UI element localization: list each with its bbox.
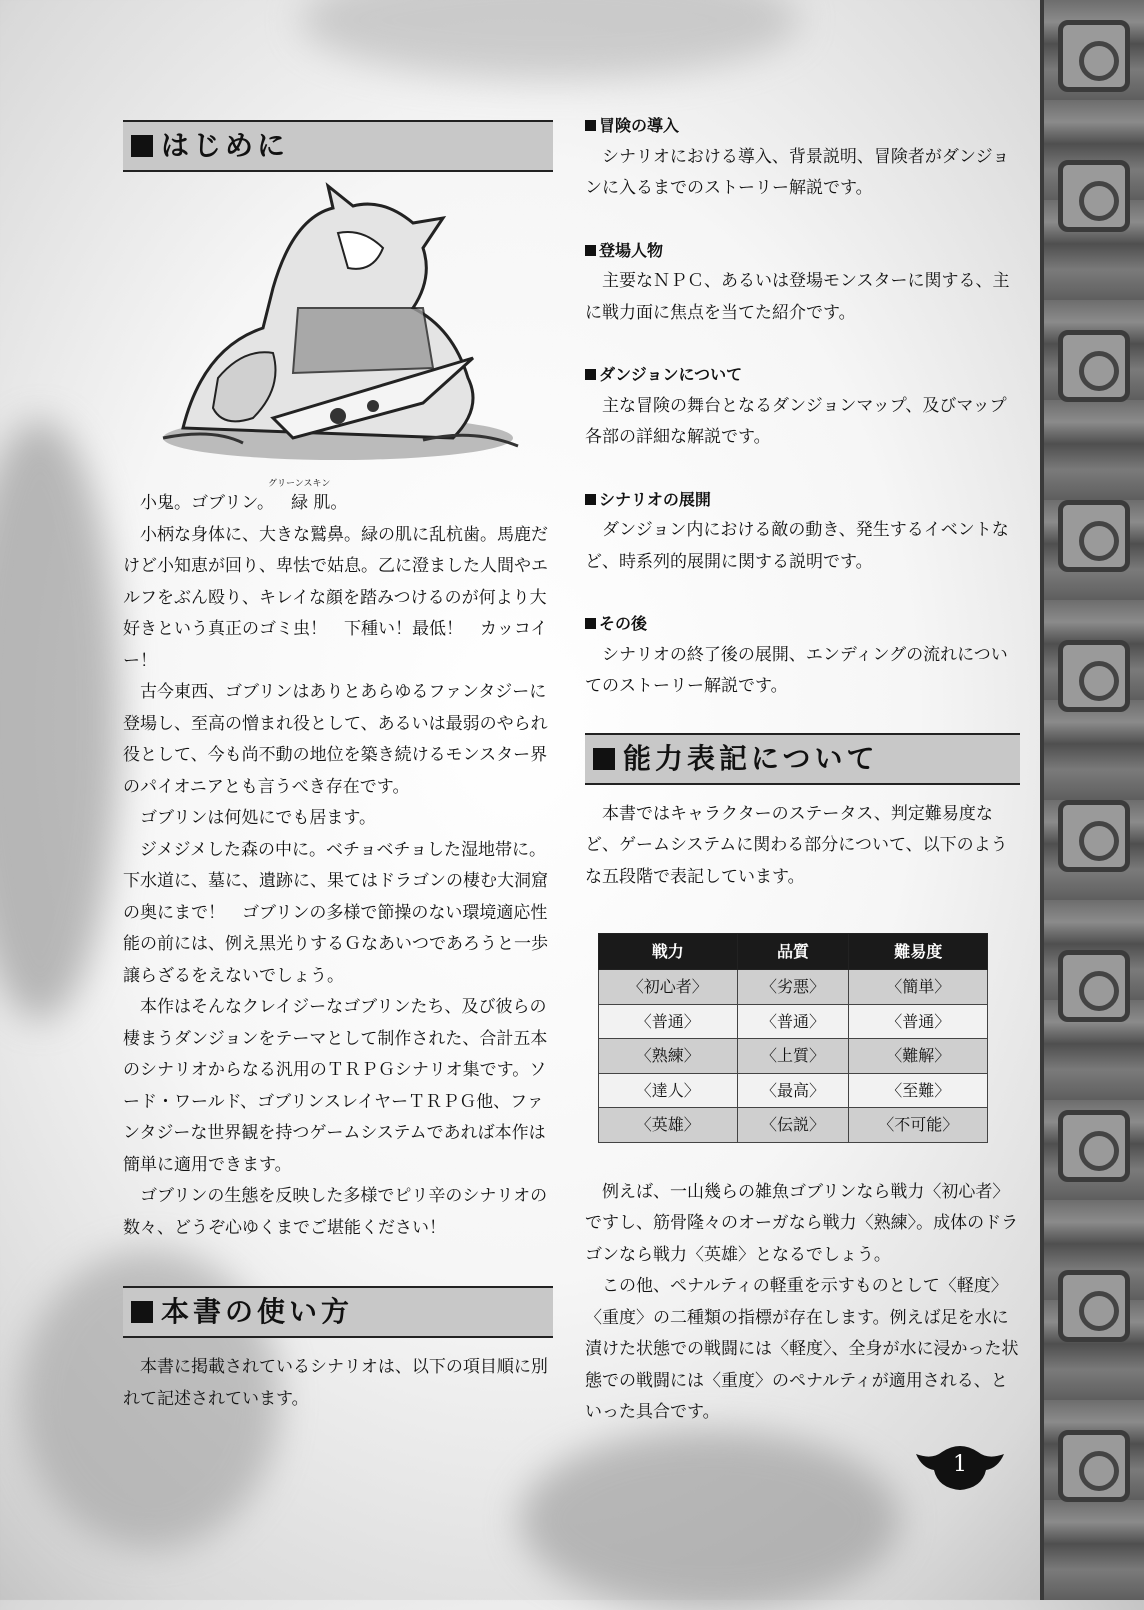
ability-paragraph: 例えば、一山幾らの雑魚ゴブリンなら戦力〈初心者〉ですし、筋骨隆々のオーガなら戦力〈熟練〉。成体のドラゴンなら戦力〈英雄〉となるでしょう。 [585, 1181, 1019, 1265]
table-cell: 〈初心者〉 [599, 970, 738, 1005]
ability-paragraph: この他、ペナルティの軽重を示すものとして〈軽度〉〈重度〉の二種類の指標が存在します。例えば足を水に漬けた状態での戦闘には〈軽度〉、全身が水に浸かった状態での戦闘には〈重度〉のペナルティが適用される、といった具合です。 [585, 1276, 1019, 1422]
square-bullet-icon [585, 120, 596, 131]
intro-lead: 小鬼。ゴブリン。 緑 肌 グリーンスキン 。 [140, 479, 348, 513]
item-title: 登場人物 [585, 235, 1020, 267]
right-column [585, 110, 1020, 1429]
table-cell: 〈伝説〉 [737, 1108, 849, 1143]
list-item [585, 235, 1020, 330]
left-column [123, 120, 553, 1415]
item-body: シナリオの終了後の展開、エンディングの流れについてのストーリー解説です。 [585, 644, 1008, 696]
goblin-illustration [123, 178, 553, 468]
square-bullet-icon [131, 1301, 153, 1323]
ability-heading: 能力表記について [585, 733, 1020, 785]
table-cell: 〈難解〉 [849, 1039, 988, 1074]
square-bullet-icon [585, 494, 596, 505]
item-title: その後 [585, 608, 1020, 640]
list-item [585, 359, 1020, 454]
ability-intro: 本書ではキャラクターのステータス、判定難易度など、ゲームシステムに関わる部分について、以下のような五段階で表記しています。 [585, 803, 1008, 887]
intro-paragraph: ジメジメした森の中に。ベチョベチョした湿地帯に。下水道に、墓に、遺跡に、果てはドラゴンの棲む大洞窟の奥にまで！ ゴブリンの多様で節操のない環境適応性能の前には、例え黒光りするＧなあいつであろうと一歩譲らざるをえないでしょう。 [123, 839, 548, 986]
table-cell: 〈英雄〉 [599, 1108, 738, 1143]
item-title: ダンジョンについて [585, 359, 1020, 391]
table-cell: 〈簡単〉 [849, 970, 988, 1005]
table-cell: 〈最高〉 [737, 1073, 849, 1108]
item-title: シナリオの展開 [585, 484, 1020, 516]
table-cell: 〈上質〉 [737, 1039, 849, 1074]
item-body: 主要なＮＰＣ、あるいは登場モンスターに関する、主に戦力面に焦点を当てた紹介です。 [585, 271, 1010, 323]
item-body: 主な冒険の舞台となるダンジョンマップ、及びマップ各部の詳細な解説です。 [585, 395, 1007, 447]
item-body: シナリオにおける導入、背景説明、冒険者がダンジョンに入るまでのストーリー解説です。 [585, 146, 1010, 198]
page-number: 1 [953, 1452, 967, 1477]
howto-paragraph: 本書に掲載されているシナリオは、以下の項目順に別れて記述されています。 [123, 1357, 548, 1409]
table-cell: 〈至難〉 [849, 1073, 988, 1108]
list-item [585, 110, 1020, 205]
intro-heading: はじめに [123, 120, 553, 172]
table-cell: 〈熟練〉 [599, 1039, 738, 1074]
table-cell: 〈普通〉 [599, 1004, 738, 1039]
howto-heading: 本書の使い方 [123, 1286, 553, 1338]
table-row [599, 1039, 988, 1074]
square-bullet-icon [131, 135, 153, 157]
table-row [599, 970, 988, 1005]
table-cell: 〈普通〉 [737, 1004, 849, 1039]
item-title: 冒険の導入 [585, 110, 1020, 142]
table-row [599, 1073, 988, 1108]
stone-pillar-border [1040, 0, 1144, 1600]
intro-paragraph: 本作はそんなクレイジーなゴブリンたち、及び彼らの棲まうダンジョンをテーマとして制作された、合計五本のシナリオからなる汎用のＴＲＰＧシナリオ集です。ソード・ワールド、ゴブリンスレイヤーＴＲＰＧ他、ファンタジーな世界観を持つゲームシステムであれば本作は簡単に適用できます。 [123, 997, 548, 1175]
intro-paragraph: ゴブリンの生態を反映した多様でピリ辛のシナリオの数々、どうぞ心ゆくまでご堪能ください！ [123, 1186, 548, 1238]
square-bullet-icon [585, 245, 596, 256]
item-body: ダンジョン内における敵の動き、発生するイベントなど、時系列的展開に関する説明です。 [585, 520, 1009, 572]
ability-table [598, 933, 988, 1143]
table-cell: 〈不可能〉 [849, 1108, 988, 1143]
table-header-cell: 難易度 [849, 934, 988, 970]
table-cell: 〈普通〉 [849, 1004, 988, 1039]
intro-paragraph: ゴブリンは何処にでも居ます。 [140, 808, 376, 828]
table-cell: 〈劣悪〉 [737, 970, 849, 1005]
table-row [599, 1004, 988, 1039]
table-header-cell: 戦力 [599, 934, 738, 970]
intro-paragraph: 古今東西、ゴブリンはありとあらゆるファンタジーに登場し、至高の憎まれ役として、あるいは最弱のやられ役として、今も尚不動の地位を築き続けるモンスター界のパイオニアとも言うべき存在です。 [123, 682, 548, 797]
intro-paragraph: 小柄な身体に、大きな鷲鼻。緑の肌に乱杭歯。馬鹿だけど小知恵が回り、卑怯で姑息。乙に澄ました人間やエルフをぶん殴り、キレイな顔を踏みつけるのが何より大好きという真正のゴミ虫！ 下種い！最低！ カッコイー！ [123, 524, 548, 671]
square-bullet-icon [593, 748, 615, 770]
list-item [585, 608, 1020, 703]
square-bullet-icon [585, 618, 596, 629]
table-cell: 〈達人〉 [599, 1073, 738, 1108]
page-number-marker [912, 1438, 1008, 1494]
list-item [585, 484, 1020, 579]
square-bullet-icon [585, 369, 596, 380]
table-row [599, 1108, 988, 1143]
table-header-cell: 品質 [737, 934, 849, 970]
table-header-row [599, 934, 988, 970]
